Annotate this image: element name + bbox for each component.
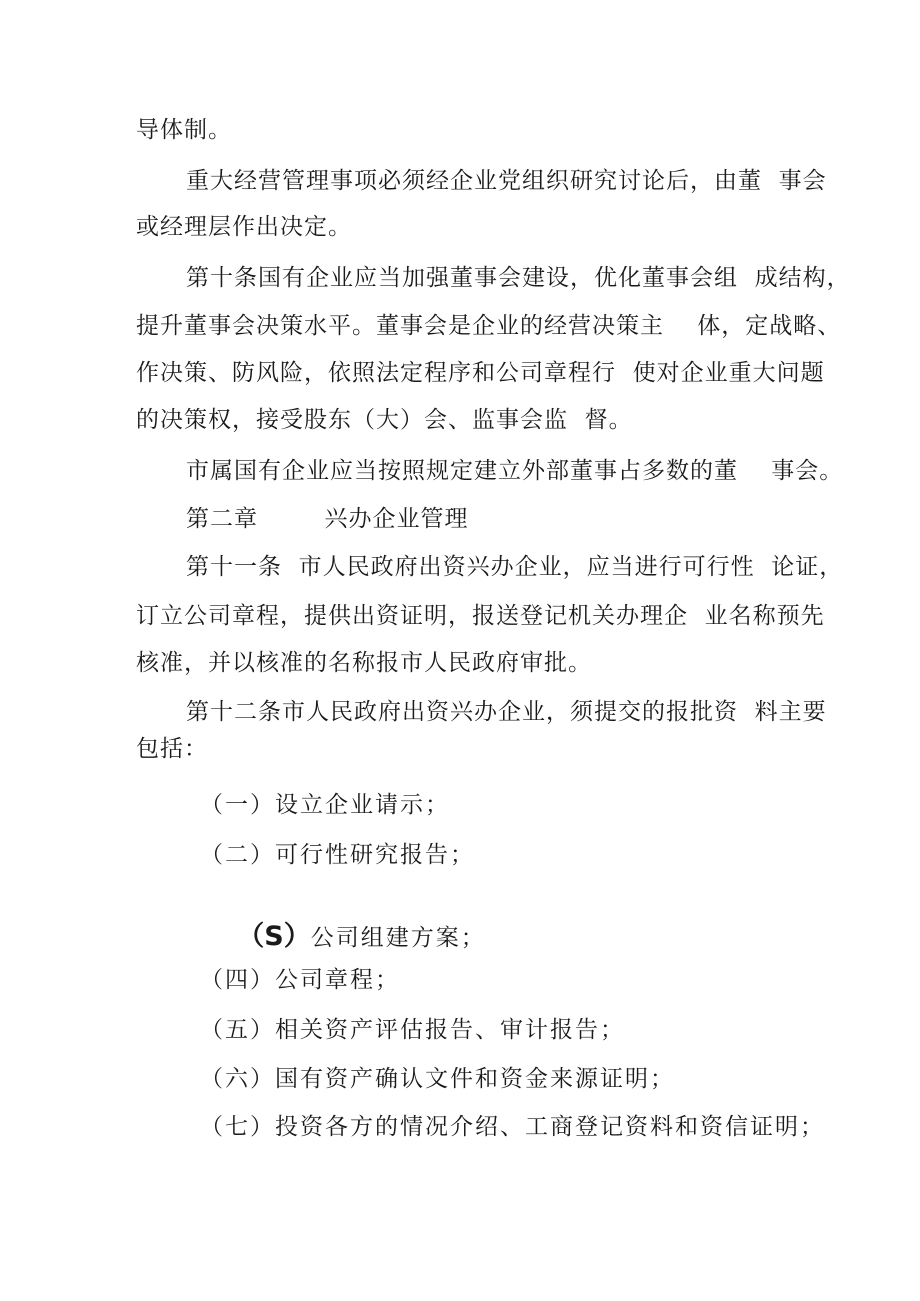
list-item: （六）国有资产确认文件和资金来源证明； [200, 1066, 675, 1092]
chapter-heading: 第二章 兴办企业管理 [186, 506, 469, 532]
text-line: 或经理层作出决定。 [136, 214, 352, 240]
text-line: 的决策权，接受股东（大）会、监事会监 督。 [136, 407, 633, 433]
text-line: 第十一条 市人民政府出资兴办企业，应当进行可行性 论证， [186, 554, 844, 580]
text-line: 核准，并以核准的名称报市人民政府审批。 [136, 650, 592, 676]
list-item: （四）公司章程； [200, 967, 400, 993]
list-marker: （S） [237, 921, 311, 952]
text-line: 重大经营管理事项必须经企业党组织研究讨论后，由董 事会 [186, 168, 827, 194]
list-item: （二）可行性研究报告； [200, 842, 475, 868]
text-line: 提升董事会决策水平。董事会是企业的经营决策主 体，定战略、 [136, 313, 842, 339]
text-line: 市属国有企业应当按照规定建立外部董事占多数的董 事会。 [186, 458, 844, 484]
list-item: （五）相关资产评估报告、审计报告； [200, 1017, 625, 1043]
list-item: （七）投资各方的情况介绍、工商登记资料和资信证明； [200, 1114, 825, 1140]
list-item-text: 公司组建方案； [310, 925, 486, 951]
text-line: 包括： [136, 736, 208, 762]
text-line: 第十二条市人民政府出资兴办企业，须提交的报批资 料主要 [186, 699, 827, 725]
text-line: 作决策、防风险，依照法定程序和公司章程行 使对企业重大问题 [136, 360, 825, 386]
text-line: 订立公司章程，提供出资证明，报送登记机关办理企 业名称预先 [136, 603, 825, 629]
text-line: 第十条国有企业应当加强董事会建设，优化董事会组 成结构， [186, 265, 851, 291]
text-line: 导体制。 [136, 117, 232, 143]
list-item: （一）设立企业请示； [200, 792, 450, 818]
